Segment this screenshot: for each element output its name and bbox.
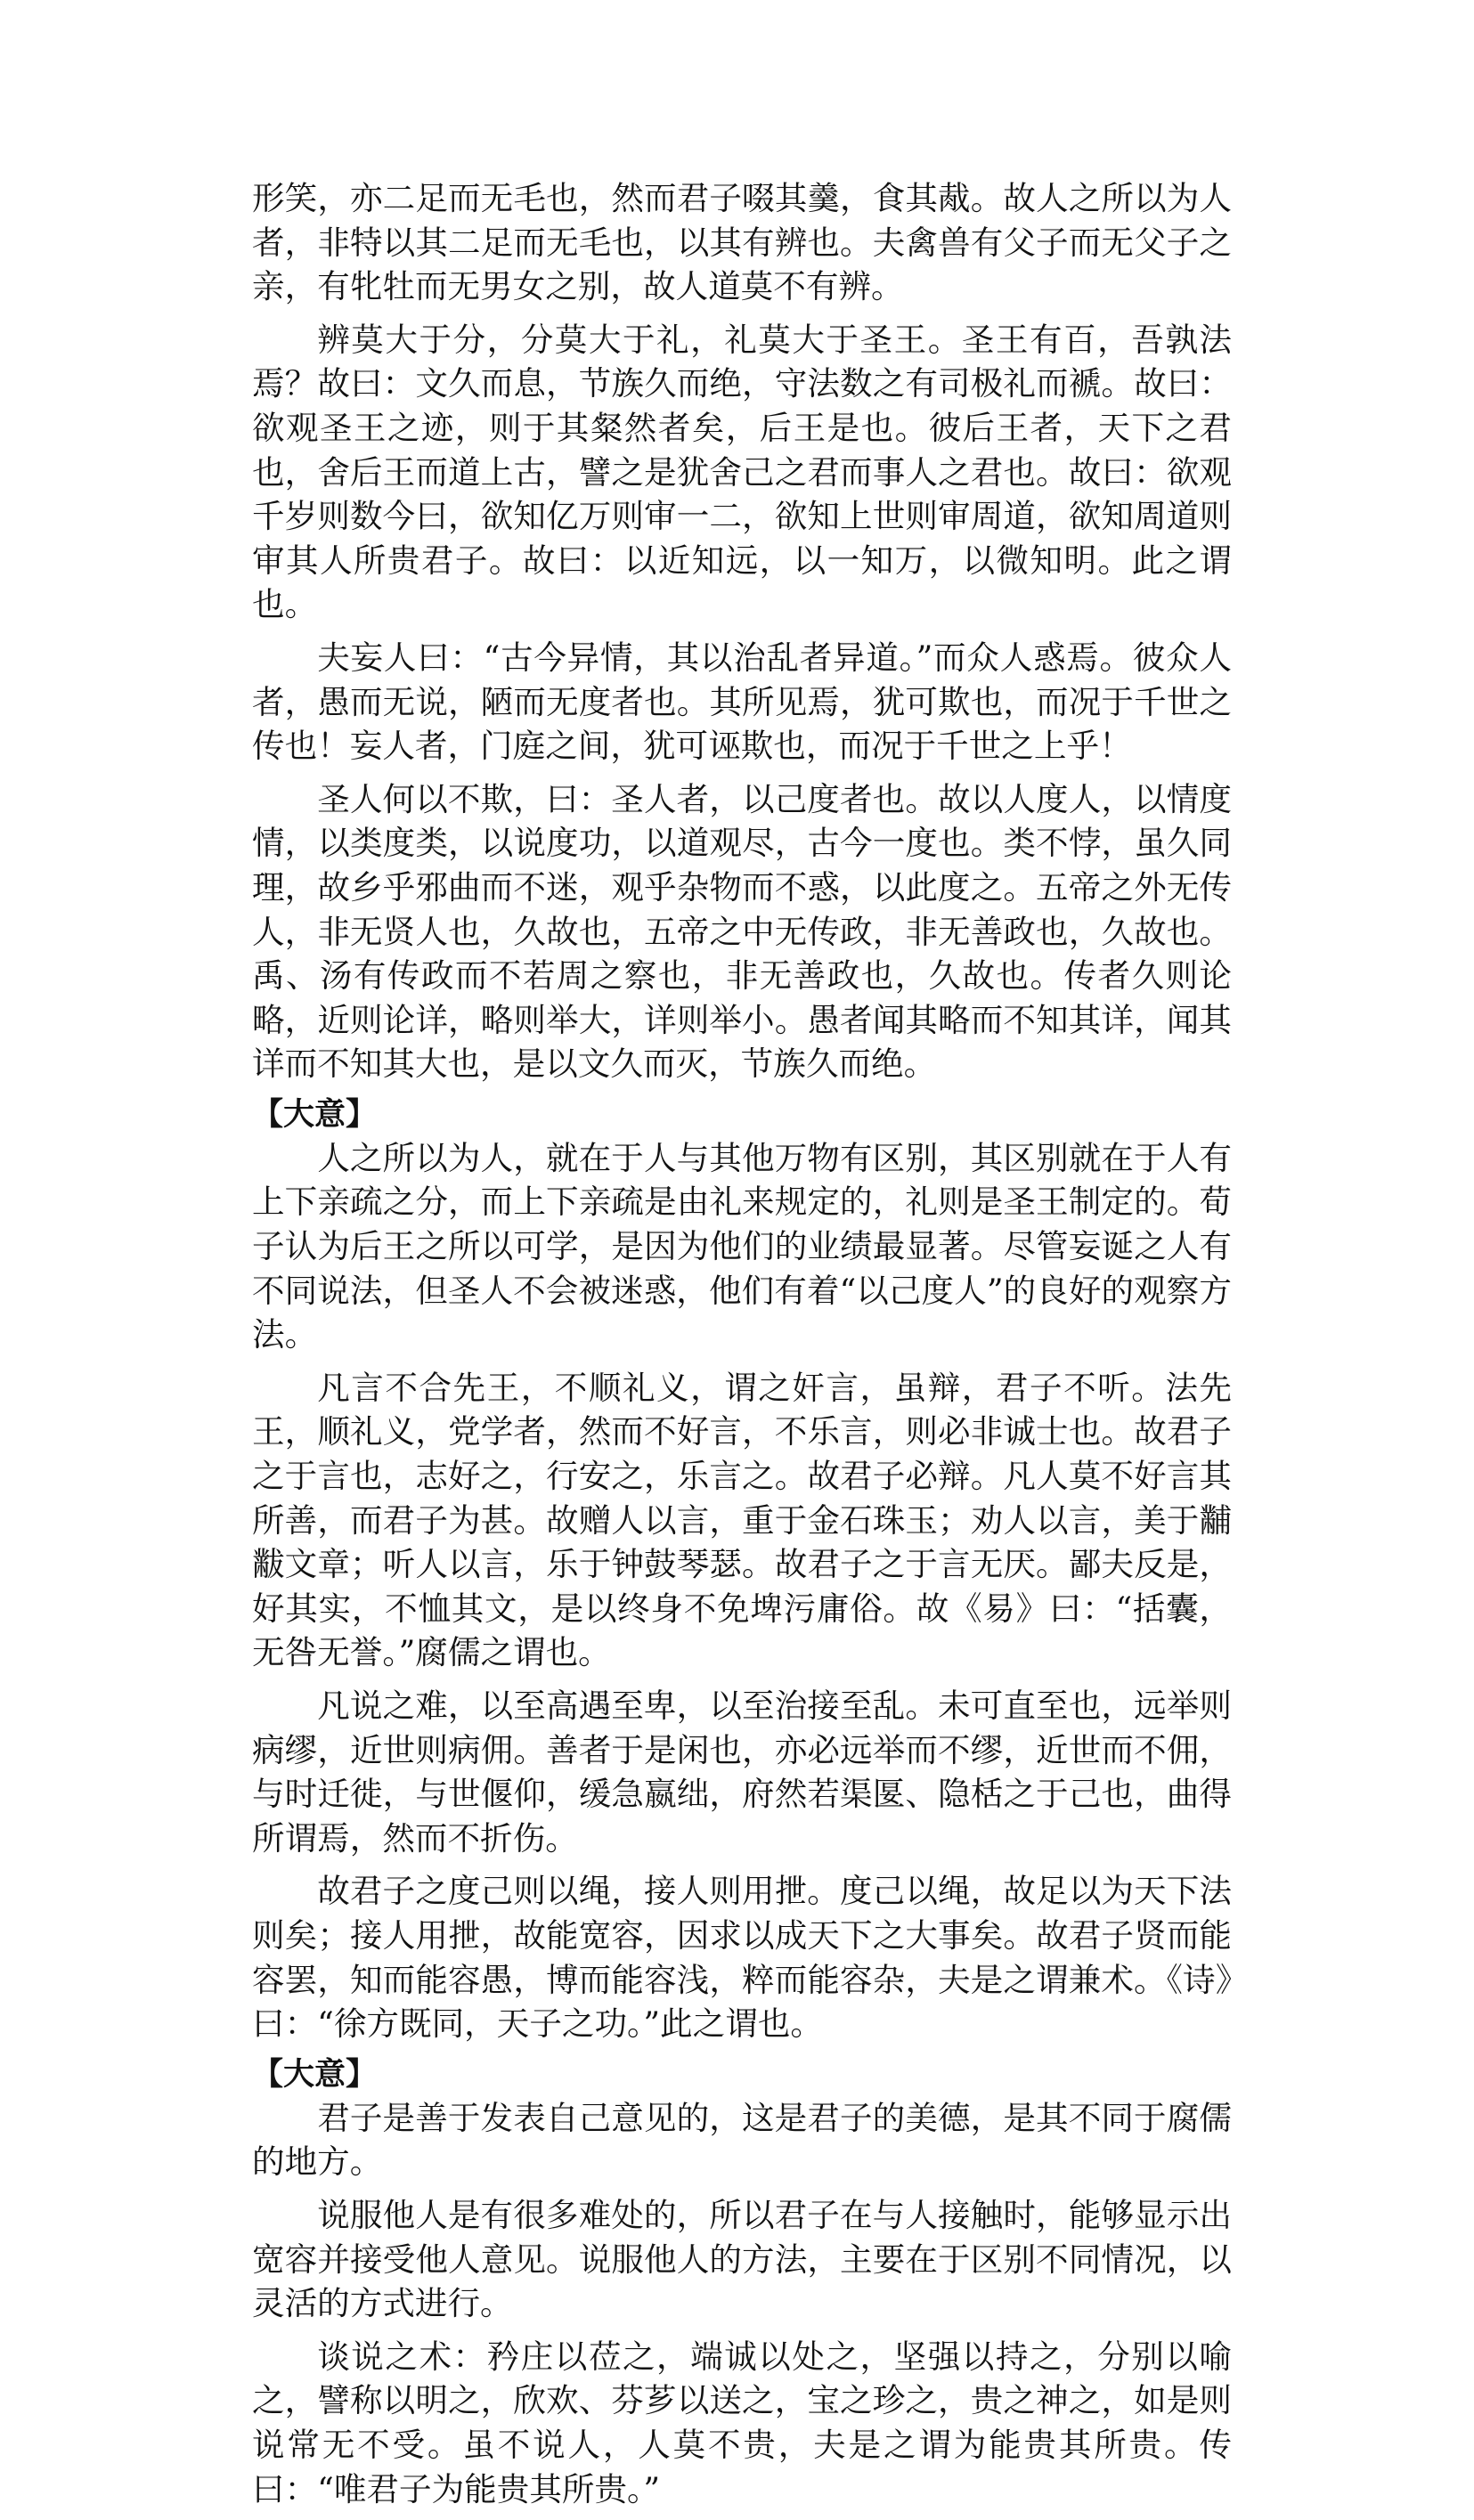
document-page: [252, 176, 1232, 2520]
paragraph-4: 圣人何以不欺，曰：圣人者，以己度者也。故以人度人，以情度情，以类度类，以说度功，以道观尽，古今一度也。类不悖，虽久同理，故乡乎邪曲而不迷，观乎杂物而不惑，以此度之。五帝之外无传人，非无贤人也，久故也，五帝之中无传政，非无善政也，久故也。禹、汤有传政而不若周之察也，非无善政也，久故也。传者久则论略，近则论详，略则举大，详则举小。愚者闻其略而不知其详，闻其详而不知其大也，是以文久而灭，节族久而绝。: [252, 779, 1232, 1084]
paragraph-3: 夫妄人曰：“古今异情，其以治乱者异道。”而众人惑焉。彼众人者，愚而无说，陋而无度者也。其所见焉，犹可欺也，而况于千世之传也！妄人者，门庭之间，犹可诬欺也，而况于千世之上乎！: [252, 638, 1232, 766]
paragraph-11: 谈说之术：矜庄以莅之，端诚以处之，坚强以持之，分别以喻之，譬称以明之，欣欢、芬芗以送之，宝之珍之，贵之神之，如是则说常无不受。虽不说人，人莫不贵，夫是之谓为能贵其所贵。传曰：“唯君子为能贵其所贵。”: [252, 2337, 1232, 2508]
paragraph-5: 人之所以为人，就在于人与其他万物有区别，其区别就在于人有上下亲疏之分，而上下亲疏是由礼来规定的，礼则是圣王制定的。荀子认为后王之所以可学，是因为他们的业绩最显著。尽管妄诞之人有不同说法，但圣人不会被迷惑，他们有着“以己度人”的良好的观察方法。: [252, 1138, 1232, 1354]
paragraph-8: 故君子之度己则以绳，接人则用抴。度己以绳，故足以为天下法则矣；接人用抴，故能宽容，因求以成天下之大事矣。故君子贤而能容罢，知而能容愚，博而能容浅，粹而能容杂，夫是之谓兼术。《诗》曰：“徐方既同，天子之功。”此之谓也。: [252, 1872, 1232, 2044]
paragraph-1: 形笑，亦二足而无毛也，然而君子啜其羹，食其胾。故人之所以为人者，非特以其二足而无毛也，以其有辨也。夫禽兽有父子而无父子之亲，有牝牡而无男女之别，故人道莫不有辨。: [252, 179, 1232, 306]
paragraph-9: 君子是善于发表自己意见的，这是君子的美德，是其不同于腐儒的地方。: [252, 2098, 1232, 2182]
paragraph-2: 辨莫大于分，分莫大于礼，礼莫大于圣王。圣王有百，吾孰法焉？故曰：文久而息，节族久而绝，守法数之有司极礼而褫。故曰：欲观圣王之迹，则于其粲然者矣，后王是也。彼后王者，天下之君也，舍后王而道上古，譬之是犹舍己之君而事人之君也。故曰：欲观千岁则数今曰，欲知亿万则审一二，欲知上世则审周道，欲知周道则审其人所贵君子。故曰：以近知远，以一知万，以微知明。此之谓也。: [252, 320, 1232, 624]
paragraph-10: 说服他人是有很多难处的，所以君子在与人接触时，能够显示出宽容并接受他人意见。说服他人的方法，主要在于区别不同情况，以灵活的方式进行。: [252, 2195, 1232, 2323]
section-heading-1: 【大意】: [252, 1096, 378, 1133]
paragraph-6: 凡言不合先王，不顺礼义，谓之奸言，虽辩，君子不听。法先王，顺礼义，党学者，然而不好言，不乐言，则必非诚士也。故君子之于言也，志好之，行安之，乐言之。故君子必辩。凡人莫不好言其所善，而君子为甚。故赠人以言，重于金石珠玉；劝人以言，美于黼黻文章；听人以言，乐于钟鼓琴瑟。故君子之于言无厌。鄙夫反是，好其实，不恤其文，是以终身不免埤污庸俗。故《易》曰：“括囊，无咎无誉。”腐儒之谓也。: [252, 1368, 1232, 1672]
paragraph-7: 凡说之难，以至高遇至卑，以至治接至乱。未可直至也，远举则病缪，近世则病佣。善者于是闲也，亦必远举而不缪，近世而不佣，与时迁徙，与世偃仰，缓急嬴绌，府然若渠匽、隐栝之于己也，曲得所谓焉，然而不折伤。: [252, 1687, 1232, 1857]
section-heading-2: 【大意】: [252, 2056, 378, 2093]
